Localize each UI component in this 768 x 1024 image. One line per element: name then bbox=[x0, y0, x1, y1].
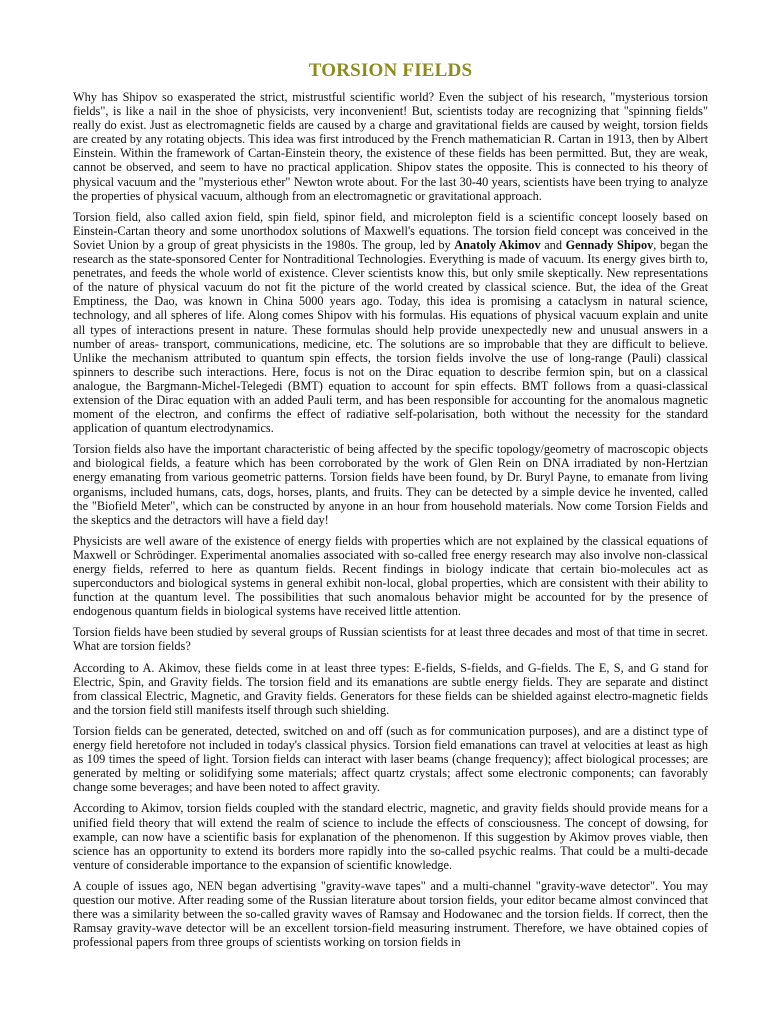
paragraph-2 bbox=[73, 210, 708, 436]
page-title: TORSION FIELDS bbox=[308, 60, 473, 81]
paragraph-8: According to Akimov, torsion fields coupled with the standard electric, magnetic, and gravity fields should provide means for a unified field theory that will extend the realm of science to include the effects of consciousness. The concept of dowsing, for example, can now have a scientific basis for explanation of the phenomenon. If this suggestion by Akimov proves viable, then science has an opportunity to extend its borders more rapidly into the so-called psychic realms. That could be a multi-decade venture of considerable importance to the expansion of scientific knowledge. bbox=[73, 801, 708, 872]
name-anatoly-akimov: Anatoly Akimov bbox=[454, 237, 541, 252]
conjunction-and: and bbox=[540, 237, 566, 252]
paragraph-9: A couple of issues ago, NEN began advertising "gravity-wave tapes" and a multi-channel "gravity-wave detector". You may question our motive. After reading some of the Russian literature about torsion fields, your editor became almost convinced that there was a similarity between the so-called gravity waves of Ramsay and Hodowanec and the torsion fields. If correct, then the Ramsay gravity-wave detector will be an excellent torsion-field measuring instrument. Therefore, we have obtained copies of professional papers from three groups of scientists working on torsion fields in bbox=[73, 878, 708, 950]
paragraph-2-rest: , began the research as the state-sponsored Center for Nontraditional Technologies. Everything is made of vacuum. Its energy gives birth to, penetrates, and feeds the whole world of existence. Clever scientists know this, but only smile skeptically. New representations of the nature of physical vacuum do not fit the picture of the world created by classical science. But, the idea of the Great Emptiness, the Dao, was known in China 5000 years ago. Today, this idea is promising a cataclysm in natural science, technology, and all spheres of life. Along comes Shipov with his formulas. His equations of physical vacuum explain and unite all types of interactions present in nature. These formulas should help provide unexpectedly new and unusual answers in a number of areas- transport, communications, medicine, etc. The solutions are so improbable that they are difficult to believe. Unlike the mechanism attributed to quantum spin effects, the torsion fields involve the use of long-range (Pauli) classical spinners to describe such interactions. Here, focus is not on the Dirac equation to describe fermion spin, but on a classical analogue, the Bargmann-Michel-Telegedi (BMT) equation to account for spin effects. BMT follows from a quasi-classical extension of the Dirac equation with an added Pauli term, and has been responsible for accounting for the anomalous magnetic moment of the electron, and confirms the effect of radiative self-polarisation, both without the necessity for the standard application of quantum electrodynamics. bbox=[73, 237, 708, 436]
paragraph-3: Torsion fields also have the important characteristic of being affected by the specific topology/geometry of macroscopic objects and biological fields, a feature which has been corroborated by the work of Glen Rein on DNA irradiated by non-Hertzian energy emanating from various geometric patterns. Torsion fields have been found, by Dr. Buryl Payne, to emanate from living organisms, included humans, cats, dogs, horses, plants, and fruits. They can be detected by a simple device he invented, called the "Biofield Meter", which can be constructed by anyone in an hour from household materials. Now come Torsion Fields and the skeptics and the detractors will have a field day! bbox=[73, 442, 708, 527]
paragraph-1: Why has Shipov so exasperated the strict, mistrustful scientific world? Even the subject of his research, "mysterious torsion fields", is like a nail in the shoe of physicists, very inconvenient! But, scientists today are recognizing that "spinning fields" really do exist. Just as electromagnetic fields are caused by a charge and gravitational fields are caused by weight, torsion fields are created by any rotating objects. This idea was first introduced by the French mathematician R. Cartan in 1913, then by Albert Einstein. Within the framework of Cartan-Einstein theory, the existence of these fields has been permitted. But, they are weak, cannot be observed, and seem to have no practical application. Shipov states the opposite. This is connected to his theory of physical vacuum and the "mysterious ether" Newton wrote about. For the last 30-40 years, scientists have been trying to analyze the properties of physical vacuum, although from an electromagnetic or gravitational approach. bbox=[73, 90, 708, 203]
paragraph-7: Torsion fields can be generated, detected, switched on and off (such as for communication purposes), and are a distinct type of energy field heretofore not included in today's classical physics. Torsion field emanations can travel at velocities at least as high as 109 times the speed of light. Torsion fields can interact with laser beams (change frequency); affect biological processes; are generated by melting or solidifying some materials; affect quartz crystals; affect some electronic components; can favorably change some beverages; and have been noted to affect gravity. bbox=[73, 723, 708, 795]
paragraph-5: Torsion fields have been studied by several groups of Russian scientists for at least three decades and most of that time in secret. What are torsion fields? bbox=[73, 625, 708, 654]
name-gennady-shipov: Gennady Shipov bbox=[565, 237, 654, 252]
paragraph-6: According to A. Akimov, these fields come in at least three types: E-fields, S-fields, and G-fields. The E, S, and G stand for Electric, Spin, and Gravity fields. The torsion field and its emanations are subtle energy fields. They are separate and distinct from classical Electric, Magnetic, and Gravity fields. Generators for these fields can be shielded against electro-magnetic fields and the torsion field still manifests itself through such shielding. bbox=[73, 660, 708, 717]
paragraph-4: Physicists are well aware of the existence of energy fields with properties which are not explained by the classical equations of Maxwell or Schrödinger. Experimental anomalies associated with so-called free energy research may also involve non-classical energy fields, referred to here as quantum fields. Recent findings in biology indicate that certain bio-molecules act as superconductors and biological systems in general exhibit non-local, global properties, which are consistent with their ability to function at the quantum level. The possibilities that such anomalous behavior might be accounted for by the presence of endogenous quantum fields in biological systems have received little attention. bbox=[73, 533, 708, 619]
paragraph-2-intro: Torsion field, also called axion field, spin field, spinor field, and microlepton field is a scientific concept loosely based on Einstein-Cartan theory and some unorthodox solutions of Maxwell's equations. The torsion field concept was conceived in the Soviet Union by a group of great physicists in the 1980s. The group, led by bbox=[73, 209, 708, 252]
document-page bbox=[73, 59, 708, 956]
